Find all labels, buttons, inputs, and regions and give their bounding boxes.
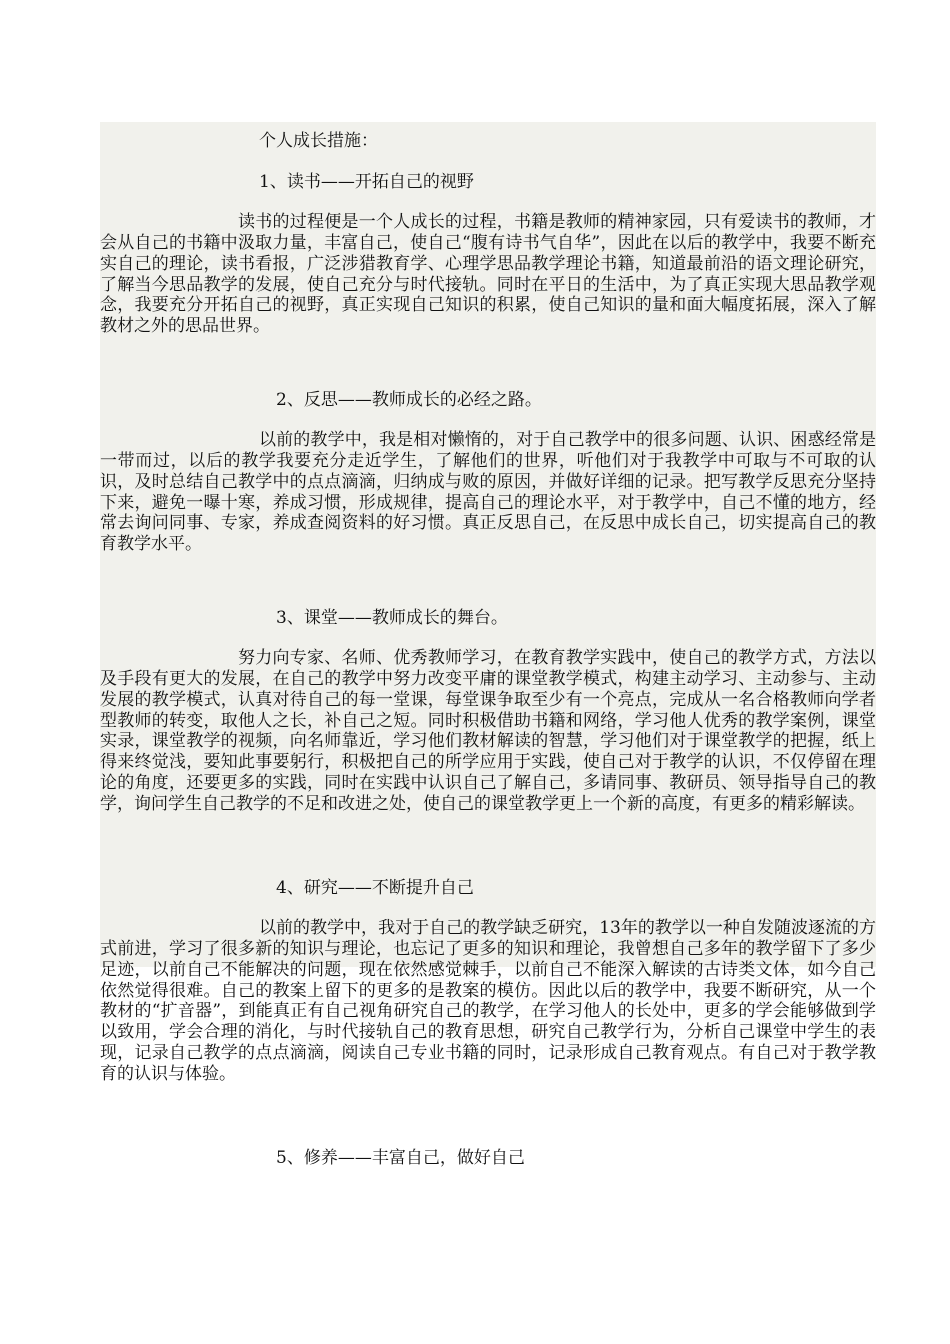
section-heading-3: 3、课堂——教师成长的舞台。 — [276, 608, 508, 628]
document-title: 个人成长措施： — [259, 131, 378, 151]
section-heading-2: 2、反思——教师成长的必经之路。 — [276, 390, 542, 410]
section-body-1: 读书的过程便是一个人成长的过程，书籍是教师的精神家园，只有爱读书的教师，才会从自己的书籍中汲取力量，丰富自己，使自己“腹有诗书气自华”，因此在以后的教学中，我要不断充实自己的理论，读书看报，广泛涉猎教育学、心理学思品教学理论书籍，知道最前沿的语文理论研究，了解当今思品教学的发展，使自己充分与时代接轨。同时在平日的生活中，为了真正实现大思品教学观念，我要充分开拓自己的视野，真正实现自己知识的积累，使自己知识的量和面大幅度拓展，深入了解教材之外的思品世界。 — [100, 212, 876, 337]
document-page — [100, 122, 876, 1168]
section-heading-5: 5、修养——丰富自己，做好自己 — [276, 1148, 525, 1168]
section-body-2: 以前的教学中，我是相对懒惰的，对于自己教学中的很多问题、认识、困惑经常是一带而过，以后的教学我要充分走近学生，了解他们的世界，听他们对于我教学中可取与不可取的认识，及时总结自己教学中的点点滴滴，归纳成与败的原因，并做好详细的记录。把写教学反思充分坚持下来，避免一曝十寒，养成习惯，形成规律，提高自己的理论水平，对于教学中，自己不懂的地方，经常去询问同事、专家，养成查阅资料的好习惯。真正反思自己，在反思中成长自己，切实提高自己的教育教学水平。 — [100, 430, 876, 555]
section-body-4: 以前的教学中，我对于自己的教学缺乏研究，13年的教学以一种自发随波逐流的方式前进，学习了很多新的知识与理论，也忘记了更多的知识和理论，我曾想自己多年的教学留下了多少足迹，以前自己不能解决的问题，现在依然感觉棘手，以前自己不能深入解读的古诗类文体，如今自己依然觉得很难。自己的教案上留下的更多的是教案的模仿。因此以后的教学中，我要不断研究，从一个教材的“扩音器”，到能真正有自己视角研究自己的教学，在学习他人的长处中，更多的学会能够做到学以致用，学会合理的消化，与时代接轨自己的教育思想，研究自己教学行为，分析自己课堂中学生的表现，记录自己教学的点点滴滴，阅读自己专业书籍的同时，记录形成自己教育观点。有自己对于教学教育的认识与体验。 — [100, 918, 876, 1084]
section-heading-1: 1、读书——开拓自己的视野 — [259, 172, 474, 192]
section-body-3: 努力向专家、名师、优秀教师学习，在教育教学实践中，使自己的教学方式，方法以及手段有更大的发展，在自己的教学中努力改变平庸的课堂教学模式，构建主动学习、主动参与、主动发展的教学模式，认真对待自己的每一堂课，每堂课争取至少有一个亮点，完成从一名合格教师向学者型教师的转变，取他人之长，补自己之短。同时积极借助书籍和网络，学习他人优秀的教学案例，课堂实录，课堂教学的视频，向名师靠近，学习他们教材解读的智慧，学习他们对于课堂教学的把握，纸上得来终觉浅，要知此事要躬行，积极把自己的所学应用于实践，使自己对于教学的认识，不仅停留在理论的角度，还要更多的实践，同时在实践中认识自己了解自己，多请同事、教研员、领导指导自己的教学，询问学生自己教学的不足和改进之处，使自己的课堂教学更上一个新的高度，有更多的精彩解读。 — [100, 648, 876, 814]
section-heading-4: 4、研究——不断提升自己 — [276, 878, 474, 898]
